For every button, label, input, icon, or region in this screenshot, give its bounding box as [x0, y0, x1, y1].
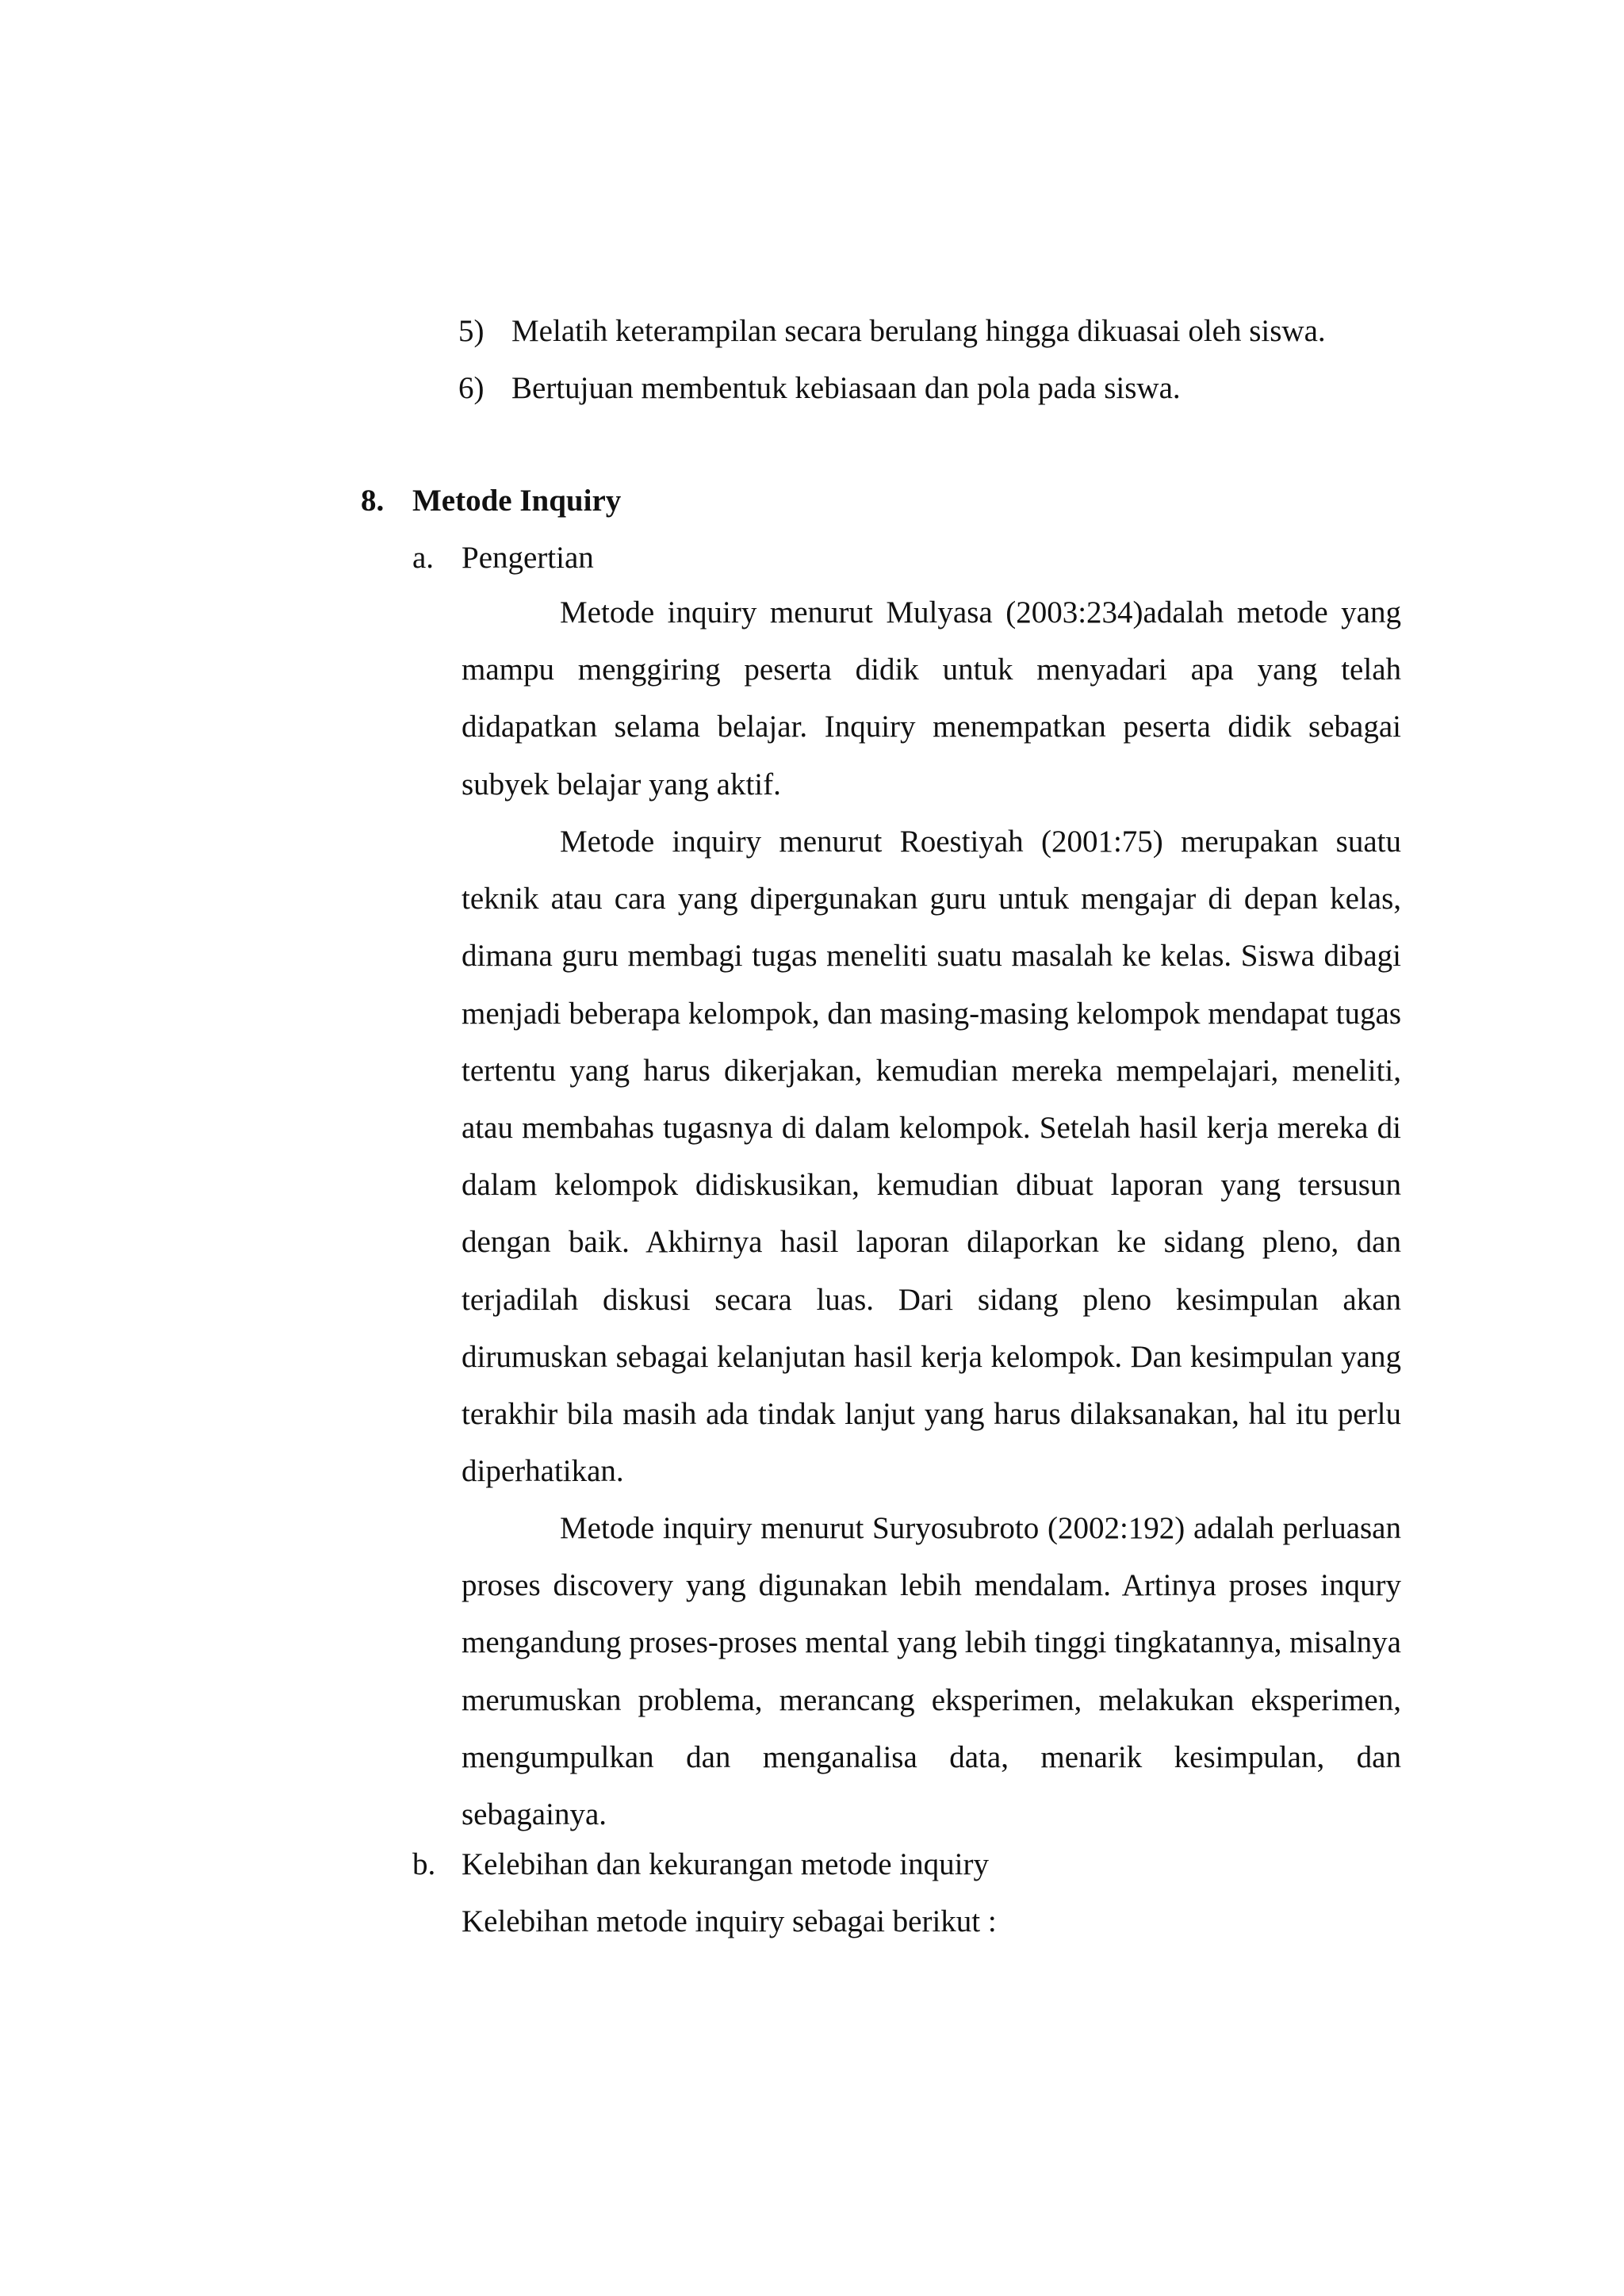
section-title: Metode Inquiry: [412, 484, 622, 518]
subsection-a-title: Pengertian: [462, 541, 594, 575]
section-number: 8.: [361, 484, 385, 518]
subsection-b-title: Kelebihan dan kekurangan metode inquiry: [462, 1847, 989, 1881]
paragraph-suryosubroto: Metode inquiry menurut Suryosubroto (2002:192) adalah perluasan proses discovery yang digunakan lebih mendalam. Artinya proses inqury mengandung proses-proses mental yang lebih tinggi tingkatannya, misalnya merumuskan problema, merancang eksperimen, melakukan eksperimen, mengumpulkan dan menganalisa data, menarik kesimpulan, dan sebagainya.: [462, 1511, 1401, 1832]
list-item-number: 5): [458, 314, 485, 348]
subsection-b-intro: Kelebihan metode inquiry sebagai berikut :: [462, 1904, 997, 1938]
subsection-b-label: b.: [412, 1847, 436, 1881]
list-item-text: Bertujuan membentuk kebiasaan dan pola pada siswa.: [511, 371, 1181, 405]
subsection-a-label: a.: [412, 541, 435, 575]
paragraph-mulyasa: Metode inquiry menurut Mulyasa (2003:234)adalah metode yang mampu menggiring peserta didik untuk menyadari apa yang telah didapatkan selama belajar. Inquiry menempatkan peserta didik sebagai subyek belajar yang aktif.: [462, 595, 1401, 802]
list-item-number: 6): [458, 371, 485, 405]
list-item-text: Melatih keterampilan secara berulang hingga dikuasai oleh siswa.: [511, 314, 1326, 348]
paragraph-roestiyah: Metode inquiry menurut Roestiyah (2001:75) merupakan suatu teknik atau cara yang dipergunakan guru untuk mengajar di depan kelas, dimana guru membagi tugas meneliti suatu masalah ke kelas. Siswa dibagi menjadi beberapa kelompok, dan masing-masing kelompok mendapat tugas tertentu yang harus dikerjakan, kemudian mereka mempelajari, meneliti, atau membahas tugasnya di dalam kelompok. Setelah hasil kerja mereka di dalam kelompok didiskusikan, kemudian dibuat laporan yang tersusun dengan baik. Akhirnya hasil laporan dilaporkan ke sidang pleno, dan terjadilah diskusi secara luas. Dari sidang pleno kesimpulan akan dirumuskan sebagai kelanjutan hasil kerja kelompok. Dan kesimpulan yang terakhir bila masih ada tindak lanjut yang harus dilaksanakan, hal itu perlu diperhatikan.: [462, 825, 1401, 1489]
